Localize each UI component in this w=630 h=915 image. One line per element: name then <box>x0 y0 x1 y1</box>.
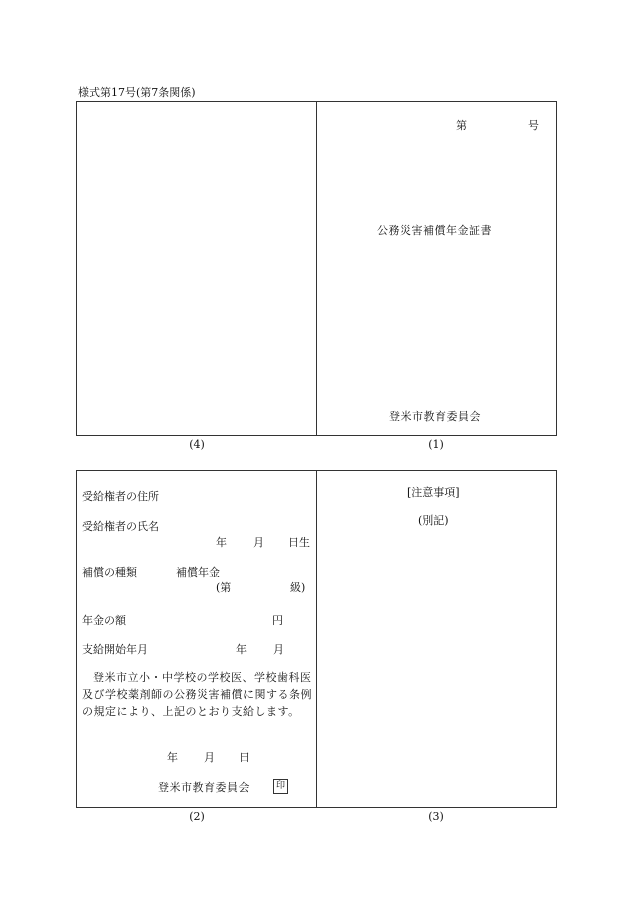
caption-3: (3) <box>428 810 444 823</box>
recipient-address-label: 受給権者の住所 <box>82 490 159 503</box>
bottom-issuer: 登米市教育委員会 <box>158 781 250 794</box>
grade-open: (第 <box>216 581 232 594</box>
payment-start-month: 月 <box>273 643 284 656</box>
caption-4: (4) <box>189 438 205 451</box>
birth-year-label: 年 <box>216 536 227 549</box>
issue-date-day: 日 <box>239 751 250 764</box>
top-issuer: 登米市教育委員会 <box>389 410 481 423</box>
notes-title: [注意事項] <box>407 486 460 499</box>
birth-day-label: 日生 <box>288 536 310 549</box>
pension-amount-label: 年金の額 <box>82 614 126 627</box>
issue-date-year: 年 <box>167 751 178 764</box>
compensation-type-value: 補償年金 <box>176 566 220 579</box>
statement-paragraph: 登米市立小・中学校の学校医、学校歯科医及び学校薬剤師の公務災害補償に関する条例の規定により、上記のとおり支給します。 <box>82 671 312 718</box>
pension-amount-unit: 円 <box>272 614 283 627</box>
certificate-title: 公務災害補償年金証書 <box>377 224 492 237</box>
top-divider <box>316 101 317 436</box>
payment-start-label: 支給開始年月 <box>82 643 148 656</box>
form-label: 様式第17号(第7条関係) <box>78 86 196 99</box>
notes-reference: (別記) <box>418 514 449 527</box>
compensation-type-label: 補償の種類 <box>82 566 137 579</box>
seal-mark: 印 <box>273 779 288 794</box>
certificate-number-prefix: 第 <box>456 119 467 132</box>
caption-2: (2) <box>189 810 205 823</box>
issue-date-month: 月 <box>204 751 215 764</box>
recipient-name-label: 受給権者の氏名 <box>82 520 159 533</box>
birth-month-label: 月 <box>253 536 264 549</box>
caption-1: (1) <box>428 438 444 451</box>
payment-start-year: 年 <box>236 643 247 656</box>
bottom-divider <box>316 470 317 808</box>
grade-close: 級) <box>290 581 306 594</box>
certificate-number-suffix: 号 <box>528 119 539 132</box>
